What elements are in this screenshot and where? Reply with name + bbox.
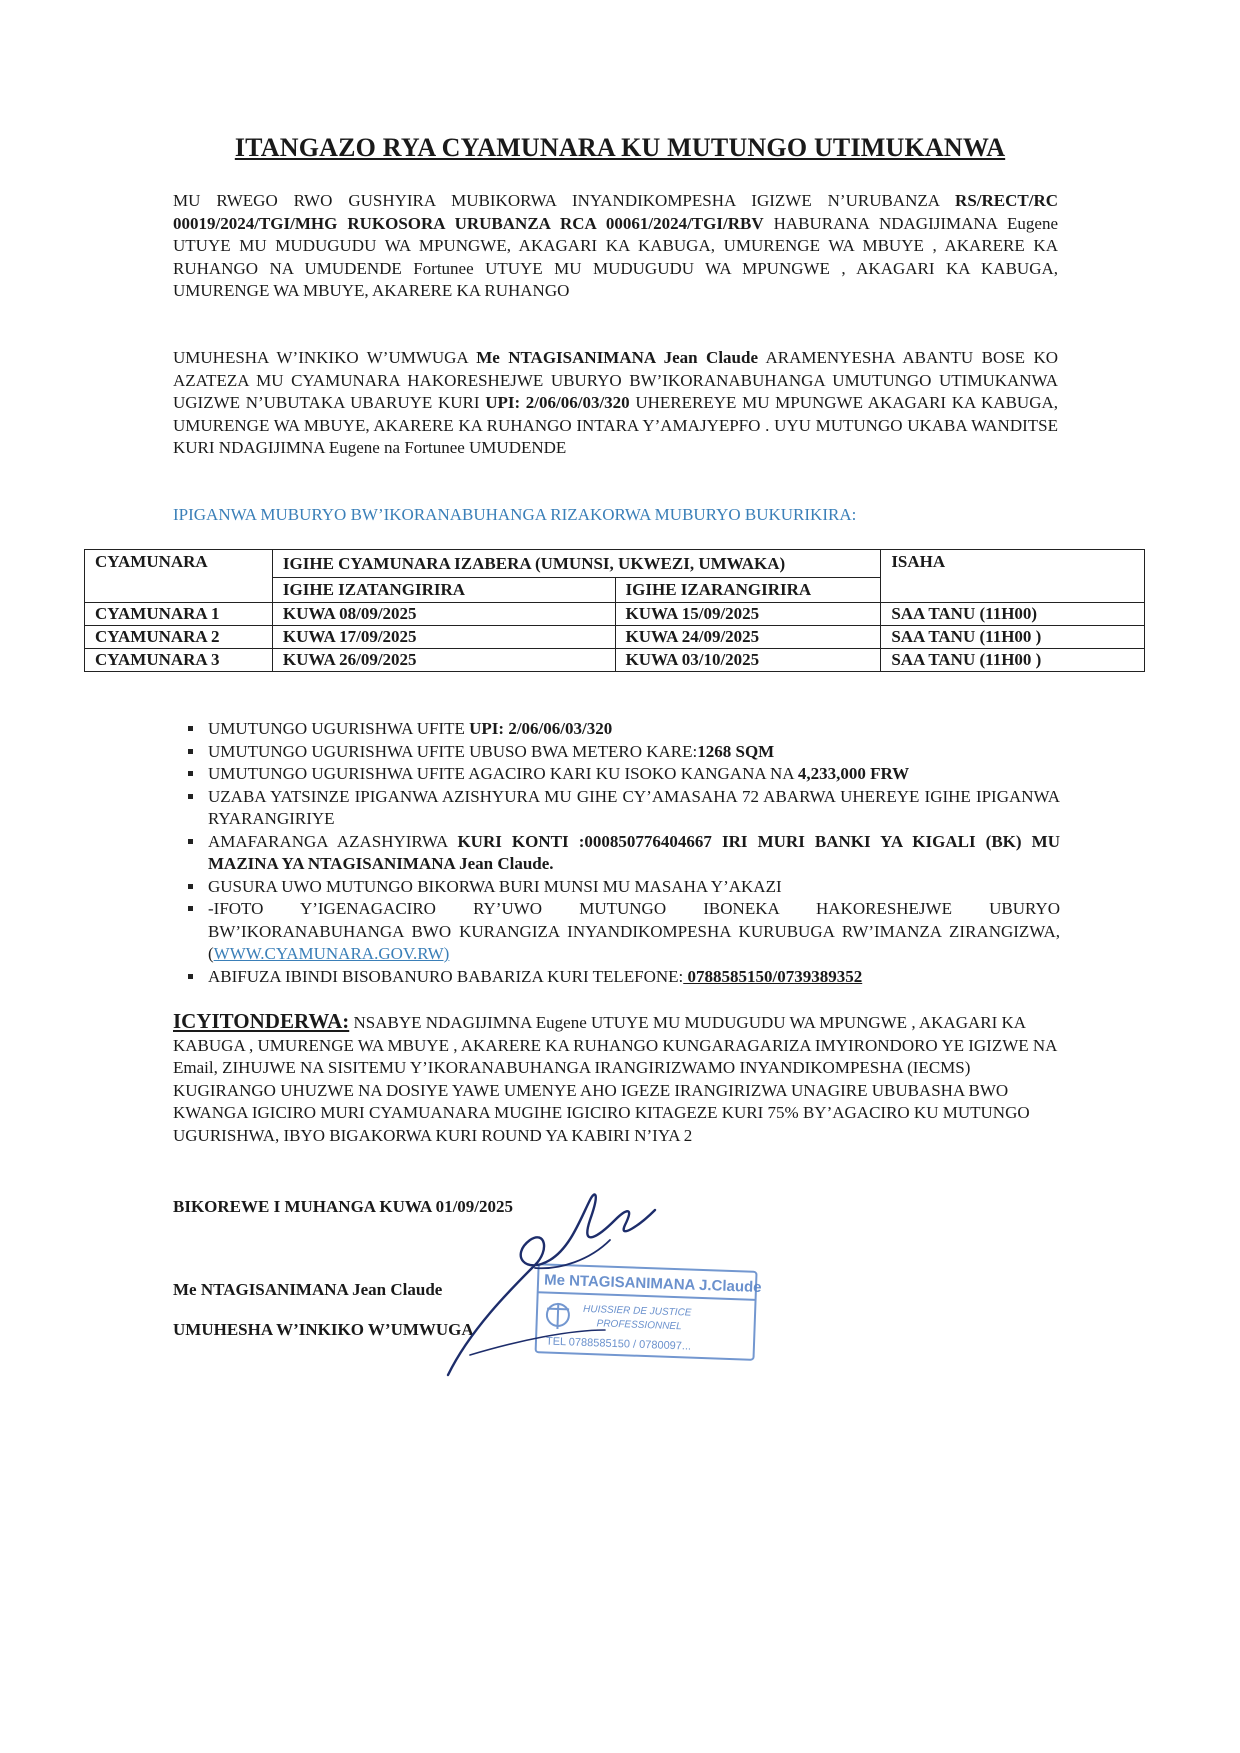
auction-schedule-table <box>84 549 1145 672</box>
table-row <box>85 603 1145 626</box>
announcement-paragraph <box>173 347 1058 460</box>
case-reference: RS/RECT/RC 00019/2024/TGI/MHG RUKOSORA URUBANZA RCA 00061/2024/TGI/RBV <box>173 191 1059 233</box>
list-item <box>208 786 1060 831</box>
auction-end: KUWA 15/09/2025 <box>615 603 881 626</box>
signing-date: BIKOREWE I MUHANGA KUWA 01/09/2025 <box>173 1197 514 1216</box>
bailiff-name: Me NTAGISANIMANA Jean Claude <box>476 348 759 367</box>
notice-paragraph <box>173 1010 1058 1147</box>
handwritten-signature <box>440 1180 680 1380</box>
signatory-role: UMUHESHA W’INKIKO W’UMWUGA <box>173 1320 474 1339</box>
header-end: IGIHE IZARANGIRIRA <box>615 578 881 603</box>
table-row <box>85 626 1145 649</box>
property-details-list <box>208 718 1060 988</box>
list-item <box>208 763 1060 786</box>
header-time: ISAHA <box>881 550 1145 603</box>
notice-text: NSABYE NDAGIJIMNA Eugene UTUYE MU MUDUGUDU WA MPUNGWE , AKAGARI KA KABUGA , UMURENGE WA MBUYE , AKARERE KA RUHANGO KUNGARAGARIZA IMYIRONDORO YE IGIZWE NA Email, ZIHUJWE NA SISITEMU Y’IKORANABUHANGA IRANGIRIZWAMO INYANDIKOMPESHA (IECMS) KUGIRANGO UHUZWE NA DOSIYE YAWE UMENYE AHO IGEZE IRANGIRIZWA UNAGIRE UBUBASHA BWO KWANGA IGICIRO MURI CYAMUANARA MUGIHE IGICIRO KITAGEZE KURI 75% BY’AGACIRO KU MUTUNGO UGURISHWA, IBYO BIGAKORWA KURI ROUND YA KABIRI N’IYA 2 <box>173 1013 1057 1145</box>
list-item <box>208 898 1060 966</box>
page-title: ITANGAZO RYA CYAMUNARA KU MUTUNGO UTIMUKANWA <box>234 133 1006 162</box>
stamp-subtitle: PROFESSIONNEL <box>596 1318 682 1333</box>
announcement-lead: UMUHESHA W’INKIKO W’UMWUGA <box>173 348 468 367</box>
item-value: 4,233,000 FRW <box>797 764 910 783</box>
stamp-title: HUISSIER DE JUSTICE <box>582 1303 692 1319</box>
signatory-name: Me NTAGISANIMANA Jean Claude <box>173 1280 443 1299</box>
header-start: IGIHE IZATANGIRIRA <box>272 578 615 603</box>
table-row <box>85 649 1145 672</box>
announcement-body: ARAMENYESHA ABANTU BOSE KO AZATEZA MU CYAMUNARA HAKORESHEJWE UBURYO BW’IKORANABUHANGA UMUTUNGO UTIMUKANWA UGIZWE N’UBUTAKA UBARUYE KURI <box>173 348 1059 412</box>
auction-time: SAA TANU (11H00 ) <box>881 649 1145 672</box>
list-item <box>208 741 1060 764</box>
stamp-name: Me NTAGISANIMANA J.Claude <box>543 1271 762 1297</box>
item-bank-account: KURI KONTI :000850776404667 IRI MURI BANKI YA KIGALI (BK) MU MAZINA YA NTAGISANIMANA Jean Claude. <box>208 831 1060 873</box>
item-text: UMUTUNGO UGURISHWA UFITE AGACIRO KARI KU ISOKO KANGANA NA <box>208 764 798 783</box>
item-text: UZABA YATSINZE IPIGANWA AZISHYURA MU GIHE CY’AMASAHA 72 ABARWA UHEREYE IGIHE IPIGANWA RYARANGIRIYE <box>208 786 1060 828</box>
auction-name: CYAMUNARA 1 <box>85 603 273 626</box>
item-text: ABIFUZA IBINDI BISOBANURO BABARIZA KURI TELEFONE: <box>208 966 684 986</box>
item-upi: UPI: 2/06/06/03/320 <box>469 719 613 738</box>
item-text: UMUTUNGO UGURISHWA UFITE <box>208 719 470 738</box>
list-item <box>208 966 1060 989</box>
parties-text: HABURANA NDAGIJIMANA Eugene UTUYE MU MUDUGUDU WA MPUNGWE, AKAGARI KA KABUGA, UMURENGE WA MBUYE , AKARERE KA RUHANGO NA UMUDENDE Fortunee UTUYE MU MUDUGUDU WA MPUNGWE , AKAGARI KA KABUGA, UMURENGE WA MBUYE, AKARERE KA RUHANGO <box>173 213 1058 300</box>
auction-time: SAA TANU (11H00) <box>881 603 1145 626</box>
item-text: UMUTUNGO UGURISHWA UFITE UBUSO BWA METERO KARE: <box>208 741 698 761</box>
item-text: -IFOTO Y’IGENAGACIRO RY’UWO MUTUNGO IBONEKA HAKORESHEJWE UBURYO BW’IKORANABUHANGA BWO KURANGIZA INYANDIKOMPESHA KURUBUGA RW’IMANZA ZIRANGIZWA, ( <box>208 899 1060 963</box>
list-item <box>208 876 1060 899</box>
auction-end: KUWA 24/09/2025 <box>615 626 881 649</box>
header-period: IGIHE CYAMUNARA IZABERA (UMUNSI, UKWEZI, UMWAKA) <box>272 550 880 578</box>
intro-text: MU RWEGO RWO GUSHYIRA MUBIKORWA INYANDIKOMPESHA IGIZWE N’URUBANZA <box>173 191 940 210</box>
item-phone: 0788585150/0739389352 <box>683 966 863 986</box>
intro-paragraph <box>173 190 1058 303</box>
cyamunara-link[interactable]: WWW.CYAMUNARA.GOV.RW) <box>213 944 450 963</box>
header-auction: CYAMUNARA <box>85 550 273 603</box>
auction-time: SAA TANU (11H00 ) <box>881 626 1145 649</box>
stamp-phone: TEL 0788585150 / 0780097... <box>545 1335 692 1353</box>
auction-name: CYAMUNARA 2 <box>85 626 273 649</box>
item-area: 1268 SQM <box>697 741 775 761</box>
announcement-location: UHEREREYE MU MPUNGWE AKAGARI KA KABUGA, UMURENGE WA MBUYE, AKARERE KA RUHANGO INTARA Y’AMAJYEPFO . UYU MUTUNGO UKABA WANDITSE KURI NDAGIJIMNA Eugene na Fortunee UMUDENDE <box>173 393 1059 457</box>
notice-label: ICYITONDERWA: <box>173 1009 350 1033</box>
list-item <box>208 718 1060 741</box>
auction-name: CYAMUNARA 3 <box>85 649 273 672</box>
item-text: GUSURA UWO MUTUNGO BIKORWA BURI MUNSI MU MASAHA Y’AKAZI <box>208 876 782 896</box>
auction-start: KUWA 26/09/2025 <box>272 649 615 672</box>
list-item <box>208 831 1060 876</box>
item-text: AMAFARANGA AZASHYIRWA <box>208 831 458 851</box>
auction-start: KUWA 08/09/2025 <box>272 603 615 626</box>
property-upi: UPI: 2/06/06/03/320 <box>485 393 630 412</box>
auction-end: KUWA 03/10/2025 <box>615 649 881 672</box>
schedule-heading: IPIGANWA MUBURYO BW’IKORANABUHANGA RIZAKORWA MUBURYO BUKURIKIRA: <box>173 505 857 524</box>
auction-start: KUWA 17/09/2025 <box>272 626 615 649</box>
